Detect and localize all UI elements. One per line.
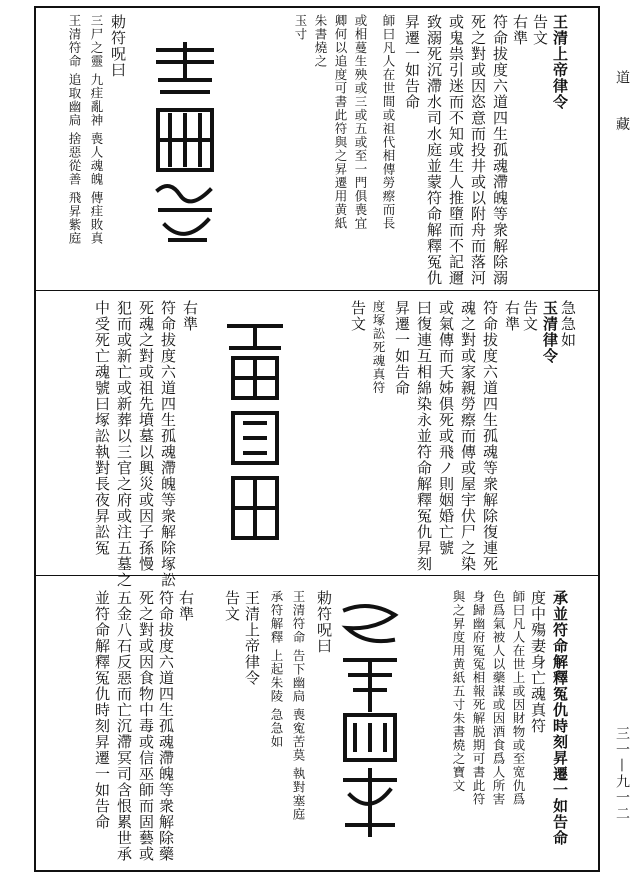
text-column: 勅符呪曰 [109, 14, 127, 78]
text-column: 符命拔度六道四生孤魂滯魄等衆解除溺 [491, 14, 509, 286]
text-column: 符命拔度六道四生孤魂等衆解除復連死 [481, 300, 499, 572]
text-column: 承並符命解釋冤仇時刻昇遷一如告命 [551, 590, 569, 846]
text-column: 急急如 [559, 300, 577, 348]
text-column: 王清符命 告下幽扃 喪寃苦莫 執對塞庭 [291, 590, 306, 821]
text-column: 或氣傳而夭姊俱死或飛ノ則姻婚亡號 [437, 300, 455, 556]
text-column: 致溺死沉滯水司水庭並蒙符命解釋冤仇 [425, 14, 443, 286]
text-column: 魂之對或家親勞瘵而傳或屋宇伏尸之染 [459, 300, 477, 572]
text-column: 承符解釋 上起朱陵 急急如 [269, 590, 284, 749]
section-divider-1 [34, 290, 600, 291]
text-column: 右準 [177, 590, 195, 622]
text-column: 玉清律令 [541, 300, 559, 364]
text-column: 符命拔度六道四生孤魂滯魄等衆解除塚訟 [159, 300, 177, 588]
text-column: 昇遷一如告命 [403, 14, 421, 110]
text-column: 王清上帝律令 [243, 590, 261, 686]
side-label-top: 道 藏 [614, 70, 630, 145]
text-column: 告文 [531, 14, 549, 46]
text-column: 告文 [223, 590, 241, 622]
text-column: 師曰凡人在世上或因財物或至宽仇爲 [511, 590, 526, 806]
text-column: 三尸之靈 九疰亂神 喪人魂魄 傳疰敗真 [89, 14, 104, 245]
talisman-seal-3 [335, 600, 405, 840]
text-column: 中受死亡魂號曰塚訟執對長夜昇訟冤 [93, 300, 111, 556]
text-column: 死魂之對或祖先墳墓以興災或因子孫慢 [137, 300, 155, 572]
text-column: 曰復連互相綿染永並符命解釋冤仇昇刻 [415, 300, 433, 572]
text-column: 朱書燒之 [313, 14, 328, 68]
talisman-seal-2 [225, 318, 285, 548]
text-column: 勅符呪曰 [315, 590, 333, 654]
text-column: 符命拔度六道四生孤魂滯魄等衆解除藥 [157, 590, 175, 862]
text-column: 師曰凡人在世間或祖代相傳勞瘵而長 [381, 14, 396, 230]
text-column: 犯而或新亡或新葬以三官之府或注五墓之 [115, 300, 133, 588]
text-column: 告文 [349, 300, 367, 332]
text-column: 或相蔓生殃或三或五或至一門俱喪宜 [353, 14, 368, 230]
text-column: 死之對或因食物中毒或信巫師而固藝或 [137, 590, 155, 862]
text-column: 王清上帝律令 [551, 14, 569, 110]
text-column: 身歸幽府冤冤相報死解脱期可書此符 [471, 590, 486, 806]
text-column: 五金八石反惡而亡沉滯冥司含恨累世承 [115, 590, 133, 862]
text-column: 度塚訟死魂真符 [371, 300, 386, 395]
text-column: 與之昇度用黄紙五寸朱書燒之寶文 [451, 590, 466, 793]
talisman-seal-1 [150, 40, 220, 250]
text-column: 右準 [181, 300, 199, 332]
text-column: 度中殤妻身亡魂真符 [529, 590, 547, 734]
text-column: 右準 [511, 14, 529, 46]
text-column: 昇遷一如告命 [393, 300, 411, 396]
text-column: 告文 [521, 300, 539, 332]
text-column: 或鬼祟引迷而不知或生人推墮而不記邇 [447, 14, 465, 286]
text-column: 王清符命 追取幽扃 捨惡從善 飛昇紫庭 [67, 14, 82, 245]
text-column: 色爲氣被人以藥謀或因酒食爲人所害 [491, 590, 506, 806]
text-column: 卿何以追度可書此符與之昇遷用黄紙 [333, 14, 348, 230]
text-column: 玉寸 [293, 14, 308, 41]
side-label-bottom: 三一—九一二 [614, 726, 630, 822]
text-column: 死之對或因恣意而投井或以附舟而落河 [469, 14, 487, 286]
text-column: 並符命解釋冤仇時刻昇遷一如告命 [93, 590, 111, 830]
text-column: 右準 [503, 300, 521, 332]
